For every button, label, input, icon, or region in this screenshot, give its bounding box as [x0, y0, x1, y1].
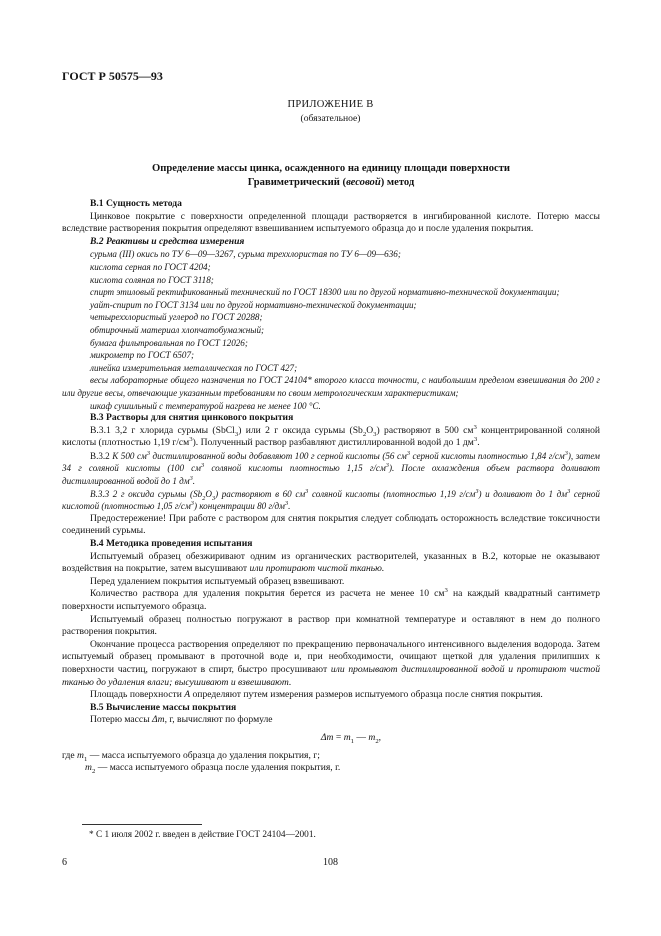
- text: .: [477, 437, 480, 449]
- paragraph: [62, 551, 600, 576]
- paragraph: Цинковое покрытие с поверхности определенной площади растворяется в ингибированной кислоте. Потерю массы вследствие растворения покрытия определяют взвешиванием испытуемого образца до и после удаления покрытия.: [62, 210, 600, 235]
- text: ), затем 34 г соляной кислоты (100 см: [62, 450, 600, 474]
- formula-part: —: [353, 731, 369, 743]
- page-number-center: 108: [323, 857, 338, 868]
- text: соляной кислоты плотностью 1,15 г/см: [204, 463, 386, 474]
- list-item: микрометр по ГОСТ 6507;: [90, 350, 195, 361]
- title-part: Гравиметрический (: [247, 177, 347, 188]
- text: В.3.1 3,2 г хлорида сурьмы (SbCl: [90, 424, 235, 436]
- text-italic: m: [77, 749, 84, 761]
- text: Окончание процесса растворения определяют по прекращению первоначального интенсивного выделения водорода. Затем испытуемый образец промывают в проточной воде и, при необходимости, очищают щеткой для удаления прилипших к поверхности частиц, погружают в спирт, быстро просушивают: [62, 638, 600, 675]
- title-part-italic: весовой: [346, 177, 381, 188]
- footnote: * С 1 июля 2002 г. введен в действие ГОСТ 24104—2001.: [89, 830, 316, 840]
- text: серной кислоты плотностью 1,84 г/см: [410, 450, 565, 461]
- list-item: спирт этиловый ректификованный технический по ГОСТ 18300 или по другой нормативно-технической документации;: [90, 287, 560, 298]
- text: на каждый квадратный сантиметр поверхности испытуемого образца.: [62, 588, 601, 612]
- list-item: обтирочный материал хлопчатобумажный;: [90, 324, 265, 335]
- text: — масса испытуемого образца после удаления покрытия, г.: [95, 762, 341, 774]
- list-item: линейка измерительная металлическая по ГОСТ 427;: [90, 362, 298, 373]
- text: определяют путем измерения размеров испытуемого образца после снятия покрытия.: [190, 689, 543, 701]
- paragraph: Испытуемый образец полностью погружают в раствор при комнатной температуре и оставляют в нем до полного растворения покрытия.: [62, 613, 600, 638]
- paragraph: [62, 450, 600, 488]
- text: ) или 2 г оксида сурьмы (Sb: [238, 424, 363, 436]
- formula-legend: где $m_1$ — масса испытуемого образца до удаления покрытия, г;: [62, 749, 320, 763]
- text-italic: К 500 $см^3$ дистиллированной воды добавляют 100 г серной кислоты (56 $см^3$ серной кислоты плотностью 1,84 $г/см^3$), затем 34 г соляной кислоты (100 $см^3$ соляной кислоты плотностью 1,15 $г/см^3$). После охлаждения объем раствора доливают дистиллированной водой до 1 $дм^3$.: [62, 449, 600, 487]
- text: Испытуемый образец обезжиривают одним из органических растворителей, указанных в В.2, которые не оказывают воздействия на покрытие, затем высушивают: [62, 550, 600, 575]
- text: ) растворяют в 500 см: [376, 424, 474, 436]
- list-item: шкаф сушильный с температурой нагрева не менее 100 °С.: [90, 400, 321, 411]
- method-title-line1: Определение массы цинка, осажденного на единицу площади поверхности: [151, 163, 511, 174]
- text: .: [288, 501, 291, 512]
- text: серной кислотой (плотностью 1,05 г/см: [62, 488, 600, 512]
- list-item: кислота серная по ГОСТ 4204;: [90, 261, 211, 272]
- section-heading: В.5 Вычисление массы покрытия: [90, 701, 237, 713]
- caution-paragraph: Предостережение! При работе с раствором для снятия покрытия следует соблюдать осторожность вследствие токсичности соединений сурьмы.: [62, 512, 600, 537]
- list-item: весы лабораторные общего назначения по ГОСТ 24104* второго класса точности, с наибольшим пределом взвешивания до 200 г или другие весы, отвечающие указанным требованиям по своим метрологическим характеристикам;: [62, 375, 600, 398]
- list-item: сурьма (III) окись по ТУ 6—09—3267, сурьма треххлористая по ТУ 6—09—636;: [90, 249, 401, 260]
- paragraph: В.3.1 3,2 г хлорида сурьмы (SbCl$_3$) или 2 г оксида сурьмы $(Sb_2O_3)$ растворяют в 500 $см^3$ концентрированной соляной кислоты (плотностью 1,19 $г/см^3$). Полученный раствор разбавляют дистиллированной водой до 1 $дм^3$.: [62, 423, 601, 449]
- formula: $\Delta m = m_1$ — $m_2$,: [320, 731, 382, 745]
- text: В.3.2: [90, 450, 110, 461]
- formula-part: ,: [378, 731, 382, 743]
- text-italic: или протирают чистой тканью.: [249, 563, 385, 575]
- annex-status: (обязательное): [300, 113, 361, 124]
- text: — масса испытуемого образца до удаления покрытия, г;: [87, 749, 320, 761]
- text: концентрированной соляной кислоты (плотностью 1,19 г/см: [62, 424, 601, 449]
- text: ) растворяют в 60 см: [215, 488, 306, 499]
- text: Количество раствора для удаления покрытия берется из расчета не менее 10 см: [90, 588, 445, 600]
- formula-part: m: [368, 731, 376, 743]
- document-body: [62, 198, 600, 775]
- section-heading: В.1 Сущность метода: [90, 198, 182, 209]
- reagent-list: [62, 248, 600, 412]
- text: ). После охлаждения объем раствора доливают дистиллированной водой до 1 дм: [62, 463, 600, 487]
- paragraph: [62, 639, 600, 689]
- list-item: кислота соляная по ГОСТ 3118;: [90, 274, 214, 285]
- text-italic: Δm: [152, 714, 165, 726]
- formula-part: =: [333, 731, 344, 743]
- footnote-rule: [82, 824, 202, 825]
- section-heading-text: В.2 Реактивы и средства измерения: [90, 235, 245, 247]
- text: К 500 см: [112, 450, 147, 461]
- text: Площадь поверхности: [90, 689, 185, 701]
- section-heading: В.4 Методика проведения испытания: [90, 538, 253, 550]
- paragraph: В.3.3 2 г оксида сурьмы $(Sb_2O_3)$ растворяют в 60 $см^3$ соляной кислоты (плотностью 1,19 $г/см^3$) и доливают до 1 $дм^3$ серной кислотой (плотностью 1,05 $г/см^3$) концентрации 80 $г/дм^3$.: [62, 487, 600, 512]
- text: где: [62, 749, 77, 761]
- text: .: [192, 476, 196, 487]
- text: , г, вычисляют по формуле: [164, 714, 273, 726]
- text: ) и доливают до 1 дм: [478, 488, 568, 499]
- text: соляной кислоты (плотностью 1,19 г/см: [308, 488, 476, 499]
- title-part: ) метод: [380, 177, 415, 188]
- document-code: ГОСТ Р 50575—93: [62, 69, 163, 83]
- annex-title: ПРИЛОЖЕНИЕ В: [287, 99, 374, 110]
- page-number-left: 6: [62, 857, 67, 868]
- paragraph: [62, 714, 600, 727]
- list-item: четыреххлористый углерод по ГОСТ 20288;: [90, 312, 263, 323]
- text-italic: A: [184, 689, 191, 701]
- text: ). Полученный раствор разбавляют дистиллированной водой до 1 дм: [192, 437, 474, 449]
- method-title: [62, 162, 600, 190]
- text: ) концентрации 80 г/дм: [193, 501, 285, 512]
- text-italic: m: [85, 762, 92, 774]
- formula-legend: $m_2$ — масса испытуемого образца после удаления покрытия, г.: [85, 762, 341, 776]
- method-title-line2: [62, 176, 600, 190]
- list-item: уайт-спирит по ГОСТ 3134 или по другой нормативно-технической документации;: [90, 299, 417, 310]
- paragraph: Количество раствора для удаления покрытия берется из расчета не менее 10 $см^3$ на каждый квадратный сантиметр поверхности испытуемого образца.: [62, 587, 601, 612]
- section-heading: [62, 236, 600, 249]
- formula-part: m: [343, 731, 351, 743]
- text-italic: или промывают дистиллированной водой и протирают чистой тканью до удаления влаги; высушивают и взвешивают.: [62, 663, 600, 688]
- paragraph: Перед удалением покрытия испытуемый образец взвешивают.: [90, 575, 345, 587]
- formula-part: Δm: [320, 731, 334, 743]
- text: Потерю массы: [90, 714, 153, 726]
- list-item: бумага фильтровальная по ГОСТ 12026;: [90, 337, 248, 348]
- section-heading: В.3 Растворы для снятия цинкового покрытия: [90, 412, 294, 424]
- text: дистиллированной воды добавляют 100 г серной кислоты (56 см: [150, 450, 407, 461]
- text: В.3.3 2 г оксида сурьмы (Sb: [90, 488, 203, 499]
- paragraph: [62, 689, 600, 702]
